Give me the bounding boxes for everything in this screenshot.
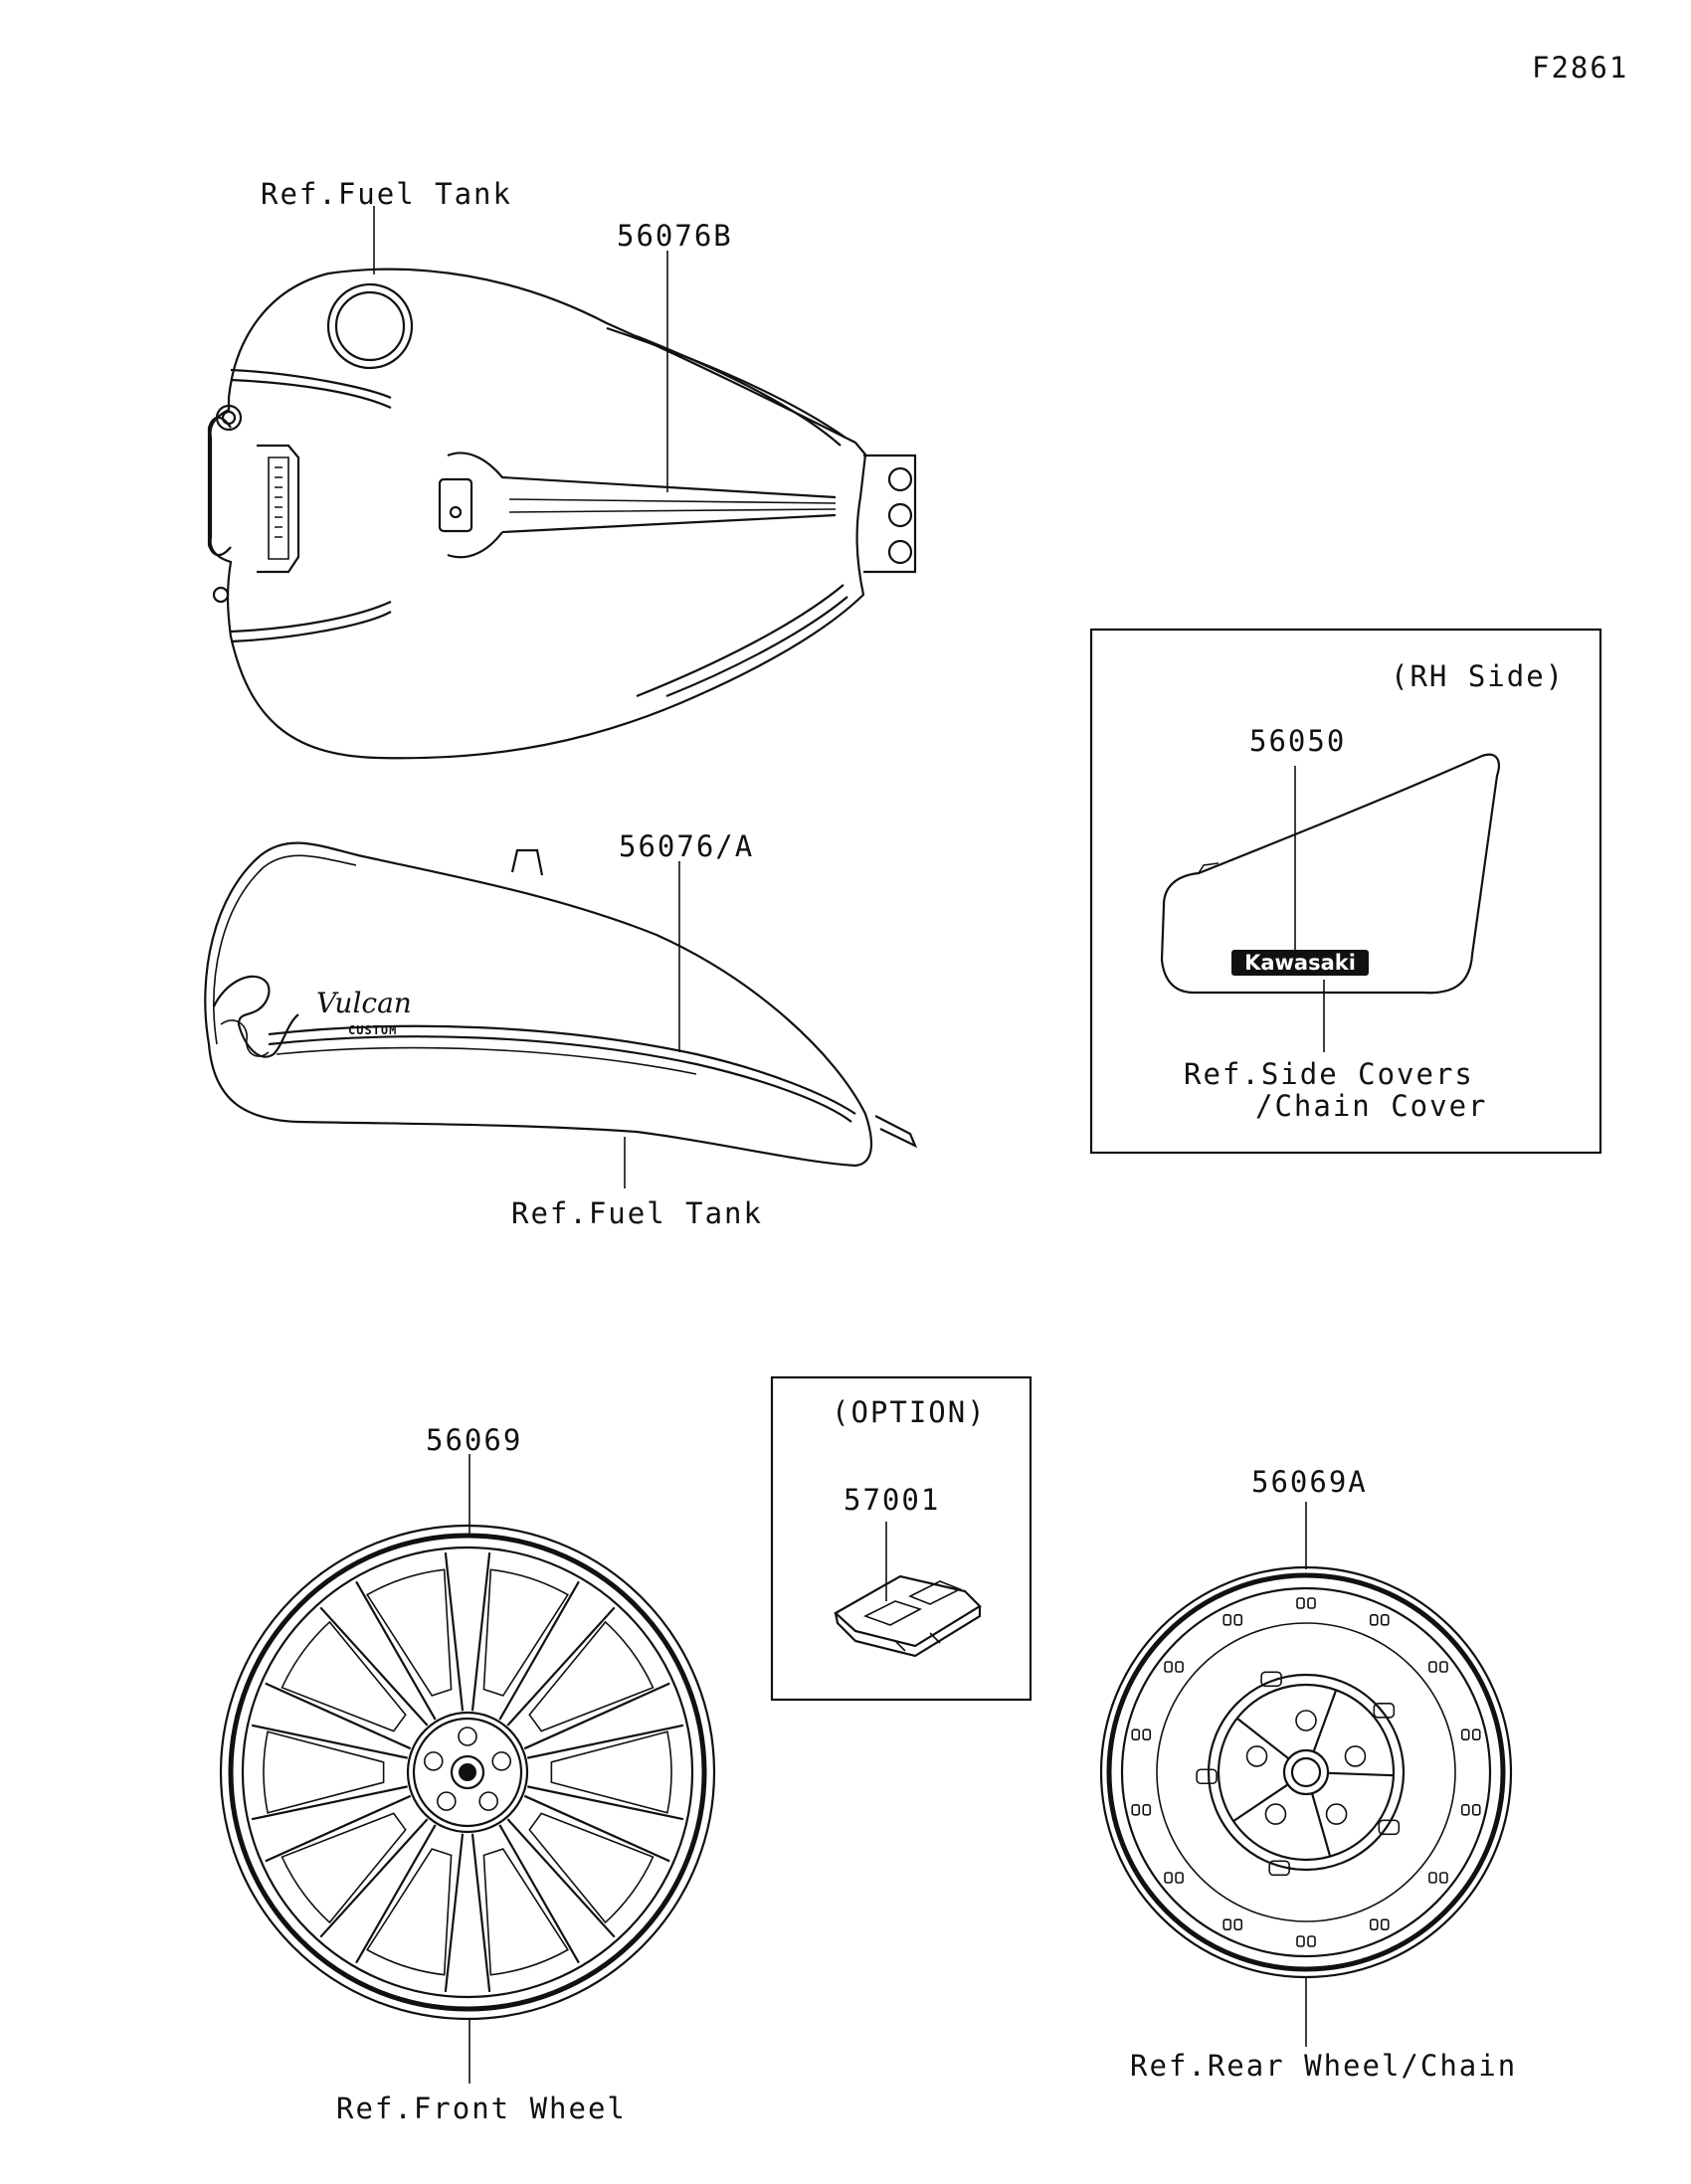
ref-fuel-tank-side-label: Ref.Fuel Tank: [511, 1196, 763, 1230]
front-wheel-spoke: [499, 1819, 614, 1963]
front-wheel-window: [551, 1731, 671, 1812]
front-hub-bolt: [425, 1752, 443, 1770]
rear-hub-bolt: [1296, 1711, 1316, 1730]
ref-fuel-tank-top-label: Ref.Fuel Tank: [261, 177, 512, 211]
rear-rim-slot: [1234, 1615, 1241, 1625]
rear-hub-bolt: [1247, 1746, 1267, 1766]
front-wheel-window: [529, 1813, 653, 1922]
ref-rear-wheel-label: Ref.Rear Wheel/Chain: [1130, 2049, 1518, 2083]
front-wheel: [221, 1423, 714, 2125]
rear-hub-bolt: [1345, 1746, 1365, 1766]
rear-hub-spoke: [1328, 1773, 1394, 1775]
rear-rim-slot: [1132, 1729, 1139, 1739]
rear-hub-bolt: [1265, 1804, 1285, 1824]
rear-rim-slot: [1473, 1729, 1480, 1739]
front-wheel-window: [282, 1622, 406, 1731]
part-57001-label: 57001: [844, 1483, 941, 1517]
figure-code: F2861: [1532, 51, 1629, 85]
rear-rim-slot: [1462, 1729, 1469, 1739]
rear-rim-slot: [1165, 1873, 1172, 1883]
rear-rim-slot: [1297, 1598, 1304, 1608]
fuel-tank-top-view: [209, 177, 915, 758]
front-hub-bolt: [492, 1752, 510, 1770]
rear-rim-slot: [1382, 1615, 1389, 1625]
front-wheel-spoke: [446, 1834, 489, 1992]
rear-rim-slot: [1473, 1805, 1480, 1815]
part-56069-label: 56069: [426, 1423, 523, 1457]
rear-hub-tab: [1197, 1769, 1217, 1783]
rear-hub-bolt: [1327, 1804, 1347, 1824]
rear-rim-slot: [1429, 1873, 1436, 1883]
rear-rim-slot: [1462, 1805, 1469, 1815]
rear-rim-slot: [1308, 1936, 1315, 1946]
front-hub-bolt: [479, 1792, 497, 1810]
part-56050-label: 56050: [1249, 724, 1347, 758]
ref-side-covers-label: Ref.Side Covers: [1184, 1057, 1474, 1091]
rear-rim-slot: [1429, 1662, 1436, 1672]
rear-rim-slot: [1143, 1729, 1150, 1739]
front-wheel-window: [483, 1569, 567, 1696]
front-wheel-window: [264, 1731, 384, 1812]
front-wheel-spoke: [524, 1786, 683, 1861]
option-title: (OPTION): [832, 1395, 987, 1429]
rear-rim-slot: [1176, 1873, 1183, 1883]
front-wheel-window: [483, 1849, 567, 1975]
rear-hub-spoke: [1312, 1793, 1330, 1856]
rear-rim-slot: [1143, 1805, 1150, 1815]
rear-wheel-hub-detail: [1132, 1598, 1479, 1946]
front-hub-bolt: [459, 1728, 476, 1745]
front-wheel-spoke: [446, 1552, 489, 1711]
fuel-tank-side-view: [205, 829, 915, 1230]
rear-rim-slot: [1382, 1919, 1389, 1929]
rear-hub-spoke: [1237, 1719, 1289, 1759]
part-56069a-label: 56069A: [1251, 1465, 1368, 1499]
side-cover-box: [1091, 630, 1600, 1153]
part-56076a-label: 56076/A: [619, 829, 755, 863]
front-hub-bolt: [438, 1792, 456, 1810]
rear-rim-slot: [1223, 1919, 1230, 1929]
rear-rim-slot: [1440, 1662, 1447, 1672]
ref-chain-cover-label: /Chain Cover: [1255, 1089, 1488, 1123]
rear-rim-slot: [1132, 1805, 1139, 1815]
front-wheel-window: [367, 1849, 451, 1975]
rear-rim-slot: [1371, 1615, 1378, 1625]
rear-rim-slot: [1165, 1662, 1172, 1672]
front-wheel-spoke: [320, 1581, 435, 1726]
rear-hub-spoke: [1233, 1784, 1288, 1821]
front-wheel-spoke: [499, 1581, 614, 1726]
rear-rim-slot: [1234, 1919, 1241, 1929]
rear-rim-slot: [1297, 1936, 1304, 1946]
rear-rim-slot: [1371, 1919, 1378, 1929]
vulcan-emblem-sub: CUSTOM: [348, 1023, 398, 1037]
vulcan-emblem-script: Vulcan: [316, 987, 412, 1019]
part-56076b-label: 56076B: [617, 219, 733, 253]
rh-side-note: (RH Side): [1391, 659, 1566, 693]
ref-front-wheel-label: Ref.Front Wheel: [336, 2092, 627, 2125]
rear-hub-spoke: [1314, 1690, 1337, 1751]
front-wheel-spoke: [252, 1786, 411, 1861]
front-wheel-spoke: [252, 1684, 411, 1758]
rear-rim-slot: [1308, 1598, 1315, 1608]
rear-rim-slot: [1223, 1615, 1230, 1625]
rear-rim-slot: [1176, 1662, 1183, 1672]
rear-wheel: [1101, 1465, 1517, 2083]
option-box: [772, 1377, 1031, 1700]
front-wheel-spoke: [524, 1684, 683, 1758]
kawasaki-decal-text: Kawasaki: [1244, 951, 1356, 975]
rear-rim-slot: [1440, 1873, 1447, 1883]
front-wheel-spoke: [320, 1819, 435, 1963]
front-wheel-window: [367, 1569, 451, 1696]
front-wheel-window: [529, 1622, 653, 1731]
front-wheel-window: [282, 1813, 406, 1922]
